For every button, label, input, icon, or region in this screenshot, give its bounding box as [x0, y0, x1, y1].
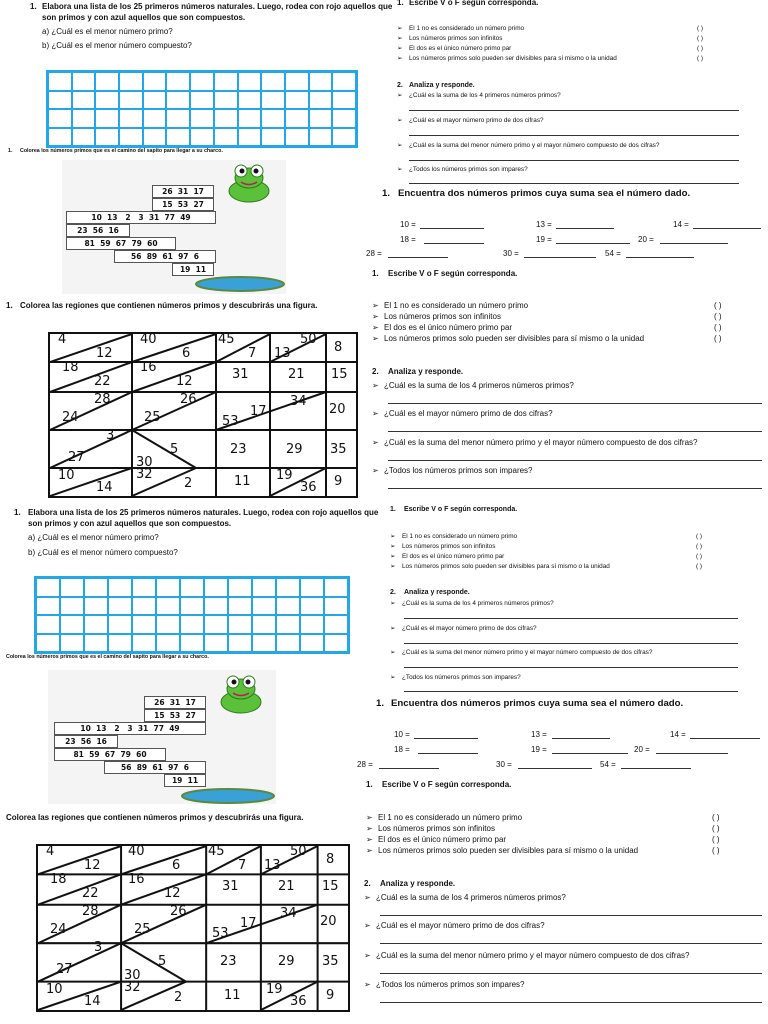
arrow-bullet-icon: ➢ — [390, 625, 396, 632]
board-number: 8 — [326, 852, 335, 867]
arrow-bullet-icon: ➢ — [390, 533, 396, 540]
stone-row[interactable]: 10 13 2 3 31 77 49 — [66, 211, 216, 224]
arrow-bullet-icon: ➢ — [364, 893, 371, 902]
board-number: 4 — [58, 332, 67, 347]
arrow-bullet-icon: ➢ — [366, 813, 373, 822]
board-number: 23 — [220, 954, 237, 969]
answer-line[interactable] — [388, 431, 762, 432]
suma-label: 54 = — [600, 760, 616, 769]
board-number: 17 — [250, 404, 267, 419]
board-number: 45 — [208, 844, 225, 859]
board-number: 3 — [106, 428, 115, 443]
board-number: 21 — [278, 879, 295, 894]
arrow-bullet-icon: ➢ — [390, 553, 396, 560]
number-grid[interactable] — [34, 576, 350, 654]
board-number: 17 — [240, 916, 257, 931]
stone-row[interactable]: 56 89 61 97 6 — [114, 250, 216, 263]
vf-num: 1. — [366, 780, 373, 789]
q-camino-text: Colorea los números primos que es el camino del sapito para llegar a su charco. — [20, 148, 223, 154]
arrow-bullet-icon: ➢ — [372, 438, 379, 447]
analiza-num: 2. — [390, 589, 396, 596]
suma-label: 19 = — [536, 235, 552, 244]
arrow-bullet-icon: ➢ — [366, 824, 373, 833]
board-number: 28 — [82, 904, 99, 919]
board-number: 35 — [330, 442, 347, 457]
answer-line[interactable] — [404, 618, 738, 619]
vf-list: ➢ El 1 no es considerado un número primo ( ) ➢ Los números primos son infinitos ( ) ➢ El dos es el único número primo par ( ) ➢ Los números primos solo pueden ser divisibles para sí mismo o la unidad ( ) — [372, 301, 722, 343]
board-number: 14 — [84, 994, 101, 1009]
suma-blank[interactable] — [552, 753, 628, 754]
q-camino-text: Colorea los números primos que es el camino del sapito para llegar a su charco. — [6, 654, 209, 660]
vf-title: Escribe V o F según corresponda. — [388, 269, 518, 278]
analiza-item: ➢ ¿Cuál es la suma de los 4 primeros números primos? — [372, 381, 574, 390]
arrow-bullet-icon: ➢ — [397, 92, 403, 99]
board-number: 31 — [222, 879, 239, 894]
suma-blank[interactable] — [379, 768, 439, 769]
arrow-bullet-icon: ➢ — [397, 55, 403, 62]
arrow-bullet-icon: ➢ — [366, 835, 373, 844]
q-lista-b: b) ¿Cuál es el menor número compuesto? — [28, 548, 178, 557]
prime-figure-board[interactable] — [36, 844, 350, 1012]
q-lista-num: 1. — [14, 508, 21, 517]
stone-row[interactable]: 19 11 — [172, 263, 214, 276]
arrow-bullet-icon: ➢ — [397, 142, 403, 149]
board-number: 16 — [140, 360, 157, 375]
board-number: 3 — [94, 940, 103, 955]
analiza-item: ➢ ¿Todos los números primos son impares? — [397, 166, 528, 173]
stone-row[interactable]: 10 13 2 3 31 77 49 — [54, 722, 206, 735]
suma-blank[interactable] — [660, 243, 728, 244]
analiza-title: Analiza y responde. — [380, 879, 456, 888]
stone-row[interactable]: 81 59 67 79 60 — [54, 748, 166, 761]
vf-num: 1. — [397, 0, 404, 7]
answer-line[interactable] — [404, 667, 738, 668]
vf-title: Escribe V o F según corresponda. — [382, 780, 512, 789]
board-number: 6 — [172, 858, 181, 873]
arrow-bullet-icon: ➢ — [397, 25, 403, 32]
board-number: 28 — [94, 392, 111, 407]
regiones-text: Colorea las regiones que contienen números primos y descubrirás una figura. — [6, 813, 304, 822]
suma-blank[interactable] — [556, 228, 614, 229]
vf-title: Escribe V o F según corresponda. — [409, 0, 539, 7]
arrow-bullet-icon: ➢ — [390, 674, 396, 681]
answer-line[interactable] — [409, 135, 739, 136]
arrow-bullet-icon: ➢ — [366, 846, 373, 855]
board-number: 25 — [134, 922, 151, 937]
board-number: 30 — [124, 968, 141, 983]
suma-label: 30 = — [503, 249, 519, 258]
analiza-item: ➢ ¿Cuál es la suma del menor número primo y el mayor número compuesto de dos cifras? — [390, 649, 653, 656]
board-number: 15 — [322, 879, 339, 894]
analiza-item: ➢ ¿Todos los números primos son impares? — [364, 980, 525, 989]
board-number: 11 — [234, 474, 251, 489]
suma-label: 20 = — [638, 235, 654, 244]
analiza-item: ➢ ¿Todos los números primos son impares? — [390, 674, 521, 681]
board-number: 13 — [274, 346, 291, 361]
stone-row[interactable]: 26 31 17 — [144, 696, 206, 709]
suma-label: 30 = — [496, 760, 512, 769]
answer-line[interactable] — [380, 943, 762, 944]
board-number: 12 — [164, 886, 181, 901]
arrow-bullet-icon: ➢ — [364, 951, 371, 960]
suma-label: 14 = — [670, 730, 686, 739]
suma-label: 18 = — [400, 235, 416, 244]
suma-blank[interactable] — [552, 738, 610, 739]
suma-blank[interactable] — [626, 257, 694, 258]
board-number: 9 — [326, 988, 335, 1003]
arrow-bullet-icon: ➢ — [364, 921, 371, 930]
answer-line[interactable] — [388, 403, 762, 404]
arrow-bullet-icon: ➢ — [372, 466, 379, 475]
suma-num: 1. — [382, 188, 391, 199]
prime-figure-board[interactable] — [48, 332, 358, 498]
suma-label: 14 = — [673, 220, 689, 229]
board-number: 32 — [124, 980, 141, 995]
suma-label: 10 = — [400, 220, 416, 229]
board-number: 4 — [46, 844, 55, 859]
suma-label: 18 = — [394, 745, 410, 754]
vf-list: ➢ El 1 no es considerado un número primo ( ) ➢ Los números primos son infinitos ( ) ➢ El dos es el único número primo par ( ) ➢ Los números primos solo pueden ser divisibles para sí mismo o la unidad ( ) — [390, 533, 703, 570]
answer-line[interactable] — [409, 160, 739, 161]
analiza-item: ➢ ¿Cuál es la suma de los 4 primeros números primos? — [364, 893, 566, 902]
answer-line[interactable] — [388, 488, 762, 489]
board-number: 22 — [94, 374, 111, 389]
frog-icon — [214, 674, 268, 714]
board-number: 18 — [62, 360, 79, 375]
frog-path-panel — [62, 160, 286, 294]
board-number: 2 — [174, 990, 183, 1005]
vf-num: 1. — [372, 269, 379, 278]
suma-blank[interactable] — [556, 243, 630, 244]
board-number: 2 — [184, 476, 193, 491]
board-number: 40 — [140, 332, 157, 347]
board-number: 22 — [82, 886, 99, 901]
arrow-bullet-icon: ➢ — [364, 980, 371, 989]
analiza-item: ➢ ¿Cuál es el mayor número primo de dos cifras? — [397, 117, 544, 124]
board-number: 32 — [136, 467, 153, 482]
board-number: 29 — [286, 442, 303, 457]
analiza-item: ➢ ¿Cuál es el mayor número primo de dos cifras? — [372, 409, 553, 418]
board-number: 34 — [280, 906, 297, 921]
q-lista-text2: son primos y con azul aquellos que son compuestos. — [42, 13, 246, 22]
regiones-num: 1. — [6, 301, 13, 310]
q-lista-b: b) ¿Cuál es el menor número compuesto? — [42, 41, 192, 50]
q-lista-text: Elabora una lista de los 25 primeros números naturales. Luego, rodea con rojo aquellos que — [28, 508, 379, 517]
arrow-bullet-icon: ➢ — [390, 600, 396, 607]
vf-num: 1. — [390, 506, 396, 513]
board-number: 24 — [62, 410, 79, 425]
suma-title: Encuentra dos números primos cuya suma sea el número dado. — [398, 188, 691, 199]
board-number: 35 — [322, 954, 339, 969]
suma-num: 1. — [376, 698, 385, 709]
board-number: 13 — [264, 858, 281, 873]
suma-title: Encuentra dos números primos cuya suma sea el número dado. — [391, 698, 684, 709]
board-number: 34 — [290, 394, 307, 409]
number-grid[interactable] — [46, 70, 358, 148]
analiza-title: Analiza y responde. — [404, 589, 470, 596]
frog-icon — [222, 163, 276, 203]
analiza-item: ➢ ¿Cuál es el mayor número primo de dos cifras? — [364, 921, 545, 930]
arrow-bullet-icon: ➢ — [372, 409, 379, 418]
regiones-text: Colorea las regiones que contienen números primos y descubrirás una figura. — [20, 301, 318, 310]
analiza-item: ➢ ¿Cuál es la suma del menor número primo y el mayor número compuesto de dos cifras? — [364, 951, 690, 960]
arrow-bullet-icon: ➢ — [372, 381, 379, 390]
board-number: 9 — [334, 474, 343, 489]
answer-line[interactable] — [380, 1002, 762, 1003]
pond-icon — [194, 274, 286, 292]
q-lista-text: Elabora una lista de los 25 primeros números naturales. Luego, rodea con rojo aquellos que — [42, 2, 393, 11]
board-number: 12 — [176, 374, 193, 389]
analiza-item: ➢ ¿Cuál es la suma del menor número primo y el mayor número compuesto de dos cifras? — [397, 142, 660, 149]
board-number: 40 — [128, 844, 145, 859]
answer-line[interactable] — [380, 973, 762, 974]
arrow-bullet-icon: ➢ — [390, 543, 396, 550]
board-number: 53 — [212, 926, 229, 941]
board-number: 30 — [136, 455, 153, 470]
stone-row[interactable]: 19 11 — [164, 774, 206, 787]
board-number: 10 — [58, 468, 75, 483]
board-number: 26 — [170, 904, 187, 919]
suma-blank[interactable] — [518, 768, 592, 769]
vf-list: ➢ El 1 no es considerado un número primo ( ) ➢ Los números primos son infinitos ( ) ➢ El dos es el único número primo par ( ) ➢ Los números primos solo pueden ser divisibles para sí mismo o la unidad ( ) — [397, 25, 704, 62]
analiza-item: ➢ ¿Cuál es la suma del menor número primo y el mayor número compuesto de dos cifras? — [372, 438, 698, 447]
board-number: 36 — [290, 994, 307, 1009]
board-number: 20 — [329, 402, 346, 417]
board-number: 31 — [232, 367, 249, 382]
suma-blank[interactable] — [420, 228, 484, 229]
q-camino-num: 1. — [8, 148, 13, 154]
board-number: 7 — [238, 858, 247, 873]
pond-icon — [180, 786, 276, 804]
board-number: 14 — [96, 480, 113, 495]
suma-label: 20 = — [634, 745, 650, 754]
board-number: 11 — [224, 988, 241, 1003]
answer-line[interactable] — [409, 183, 739, 184]
analiza-item: ➢ ¿Todos los números primos son impares? — [372, 466, 533, 475]
stone-row[interactable]: 56 89 61 97 6 — [104, 761, 206, 774]
stone-row[interactable]: 15 53 27 — [152, 198, 214, 211]
board-number: 6 — [182, 346, 191, 361]
analiza-title: Analiza y responde. — [388, 367, 464, 376]
board-number: 12 — [96, 346, 113, 361]
board-number: 29 — [278, 954, 295, 969]
suma-label: 13 = — [536, 220, 552, 229]
analiza-item: ➢ ¿Cuál es la suma de los 4 primeros números primos? — [397, 92, 561, 99]
board-number: 18 — [50, 872, 67, 887]
vf-title: Escribe V o F según corresponda. — [404, 506, 518, 513]
analiza-num: 2. — [364, 879, 371, 888]
board-number: 24 — [50, 922, 67, 937]
board-number: 12 — [84, 858, 101, 873]
answer-line[interactable] — [404, 643, 738, 644]
arrow-bullet-icon: ➢ — [390, 563, 396, 570]
board-number: 53 — [222, 414, 239, 429]
board-number: 25 — [144, 410, 161, 425]
analiza-num: 2. — [397, 82, 403, 89]
stone-row[interactable]: 23 56 16 — [54, 735, 118, 748]
arrow-bullet-icon: ➢ — [397, 117, 403, 124]
suma-label: 28 = — [366, 249, 382, 258]
arrow-bullet-icon: ➢ — [390, 649, 396, 656]
answer-line[interactable] — [388, 460, 762, 461]
board-number: 50 — [290, 844, 307, 859]
board-number: 5 — [170, 442, 179, 457]
suma-label: 10 = — [394, 730, 410, 739]
stone-row[interactable]: 15 53 27 — [144, 709, 206, 722]
board-number: 15 — [331, 367, 348, 382]
board-number: 7 — [248, 346, 257, 361]
suma-blank[interactable] — [414, 738, 478, 739]
suma-label: 28 = — [357, 760, 373, 769]
suma-blank[interactable] — [388, 257, 448, 258]
answer-line[interactable] — [409, 110, 739, 111]
board-number: 16 — [128, 872, 145, 887]
q-lista-text2: son primos y con azul aquellos que son compuestos. — [28, 519, 232, 528]
board-number: 21 — [288, 367, 305, 382]
board-number: 10 — [46, 982, 63, 997]
board-number: 27 — [56, 962, 73, 977]
stone-row[interactable]: 81 59 67 79 60 — [66, 237, 176, 250]
board-number: 8 — [334, 340, 343, 355]
board-number: 23 — [230, 442, 247, 457]
stone-row[interactable]: 23 56 16 — [66, 224, 130, 237]
arrow-bullet-icon: ➢ — [397, 45, 403, 52]
board-number: 27 — [68, 450, 85, 465]
arrow-bullet-icon: ➢ — [372, 323, 379, 332]
board-number: 5 — [158, 954, 167, 969]
board-number: 19 — [276, 468, 293, 483]
arrow-bullet-icon: ➢ — [397, 166, 403, 173]
suma-blank[interactable] — [418, 753, 478, 754]
answer-line[interactable] — [404, 691, 738, 692]
board-number: 36 — [300, 480, 317, 495]
vf-list: ➢ El 1 no es considerado un número primo ( ) ➢ Los números primos son infinitos ( ) ➢ El dos es el único número primo par ( ) ➢ Los números primos solo pueden ser divisibles para sí mismo o la unidad ( ) — [366, 813, 720, 855]
suma-label: 13 = — [531, 730, 547, 739]
board-number: 19 — [266, 982, 283, 997]
board-number: 50 — [300, 332, 317, 347]
analiza-num: 2. — [372, 367, 379, 376]
analiza-item: ➢ ¿Cuál es el mayor número primo de dos cifras? — [390, 625, 537, 632]
arrow-bullet-icon: ➢ — [372, 312, 379, 321]
board-number: 45 — [218, 332, 235, 347]
arrow-bullet-icon: ➢ — [372, 301, 379, 310]
arrow-bullet-icon: ➢ — [397, 35, 403, 42]
board-number: 26 — [180, 392, 197, 407]
suma-blank[interactable] — [621, 768, 691, 769]
suma-blank[interactable] — [524, 257, 596, 258]
suma-blank[interactable] — [690, 738, 760, 739]
board-number: 20 — [320, 914, 337, 929]
q-lista-a: a) ¿Cuál es el menor número primo? — [42, 27, 173, 36]
suma-blank[interactable] — [656, 753, 728, 754]
analiza-item: ➢ ¿Cuál es la suma de los 4 primeros números primos? — [390, 600, 554, 607]
stone-row[interactable]: 26 31 17 — [152, 185, 214, 198]
q-lista-a: a) ¿Cuál es el menor número primo? — [28, 533, 159, 542]
arrow-bullet-icon: ➢ — [372, 334, 379, 343]
q-lista-num: 1. — [30, 2, 37, 11]
suma-blank[interactable] — [693, 228, 761, 229]
suma-blank[interactable] — [424, 243, 484, 244]
analiza-title: Analiza y responde. — [409, 82, 475, 89]
suma-label: 19 = — [531, 745, 547, 754]
frog-path-panel — [48, 670, 276, 804]
suma-label: 54 = — [605, 249, 621, 258]
answer-line[interactable] — [380, 915, 762, 916]
